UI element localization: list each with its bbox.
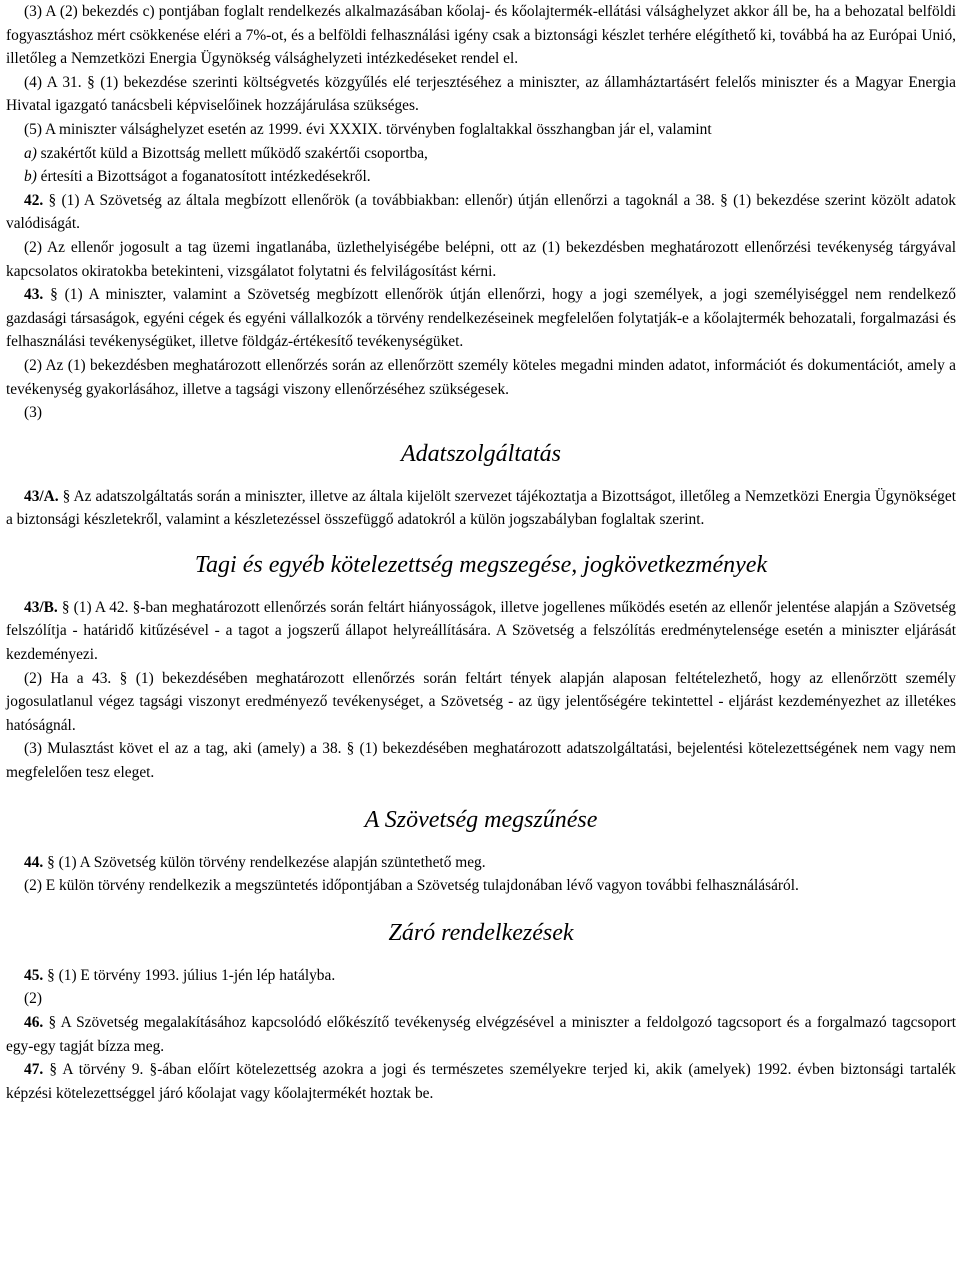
paragraph-40-4: (4) A 31. § (1) bekezdése szerinti költségvetés közgyűlés elé terjesztéséhez a miniszter, az államháztartásért felelős miniszter és a Magyar Energia Hivatal igazgató tanácsbeli képviselőinek hozzájárulása szükséges. — [6, 73, 956, 115]
paragraph-40-3: (3) A (2) bekezdés c) pontjában foglalt rendelkezés alkalmazásában kőolaj- és kőolajtermék-ellátási válsághelyzet akkor áll be, ha a behozatal belföldi fogyasztáshoz mért csökkenése eléri a 7%-ot, és a belföldi felhasználási igény csak a biztonsági készlet terhére elégíthető ki, továbbá ha az Európai Unió, illetőleg a Nemzetközi Energia Ügynökség válsághelyzeti intézkedéseket rendel el. — [6, 3, 956, 68]
section-43b-1 — [6, 596, 956, 667]
section-43b-3: (3) Mulasztást követ el az a tag, aki (amely) a 38. § (1) bekezdésében meghatározott adatszolgáltatási, bejelentési kötelezettségének nem vagy nem megfelelően tesz eleget. — [6, 740, 956, 782]
section-47 — [6, 1058, 956, 1105]
section-text-46: § A Szövetség megalakításához kapcsolódó előkészítő tevékenység elvégzésével a miniszter a feldolgozó tagcsoport és a forgalmazó tagcsoport egy-egy tagját bízza meg. — [6, 1014, 956, 1055]
section-number-45: 45. — [24, 966, 44, 984]
section-text-45: § (1) E törvény 1993. július 1-jén lép hatályba. — [43, 966, 336, 984]
point-letter-b: b) — [24, 168, 37, 186]
section-text-44: § (1) A Szövetség külön törvény rendelkezése alapján szüntethető meg. — [43, 853, 486, 871]
section-43-3: (3) — [24, 404, 42, 422]
section-43a — [6, 485, 956, 532]
section-43b-2: (2) Ha a 43. § (1) bekezdésében meghatározott ellenőrzés során feltárt tények alapján alaposan feltételezhető, hogy az ellenőrzött személy jogosulatlanul végez tagsági viszonyt eredményező tevékenységet, a Szövetség - az ügy jelentőségére tekintettel - eljárást kezdeményezhet az illetékes hatóságnál. — [6, 669, 956, 734]
point-letter-a: a) — [24, 144, 37, 162]
section-46 — [6, 1011, 956, 1058]
section-text-42: § (1) A Szövetség az általa megbízott ellenőrök (a továbbiakban: ellenőr) útján ellenőrzi a tagoknál a 38. § (1) bekezdése szerint közölt adatok valódiságát. — [6, 191, 956, 233]
point-text-b: értesíti a Bizottságot a foganatosított intézkedésekről. — [36, 168, 371, 186]
section-text-43: § (1) A miniszter, valamint a Szövetség megbízott ellenőrök útján ellenőrzi, hogy a jogi személyek, a jogi személyiséggel nem rendelkező gazdasági társaságok, egyéni cégek és egyéni vállalkozók a törvény rendelkezéseinek megfelelően folytatják-e a kőolajtermék behozatali, forgalmazási és felhasználási tevékenységüket, illetve földgáz-értékesítő tevékenységüket. — [6, 286, 956, 351]
section-43-1 — [6, 283, 956, 354]
section-43-2: (2) Az (1) bekezdésben meghatározott ellenőrzés során az ellenőrzött személy köteles megadni minden adatot, információt és dokumentációt, amely a tevékenység gyakorlásához, illetve a tagsági viszony ellenőrzéséhez szükségesek. — [6, 356, 956, 398]
section-number-46: 46. — [24, 1014, 44, 1031]
section-45-2: (2) — [24, 990, 42, 1008]
section-text-47: § A törvény 9. §-ában előírt kötelezettség azokra a jogi és természetes személyekre terjed ki, akik (amelyek) 1992. évben biztonsági tartalék képzési kötelezettséggel járó kőolajat vagy kőolajtermékét hoztak be. — [6, 1061, 956, 1102]
section-42-2: (2) Az ellenőr jogosult a tag üzemi ingatlanába, üzlethelyiségébe belépni, ott az (1) bekezdésben meghatározott ellenőrzési tevékenység tárgyával kapcsolatos okiratokba betekinteni, vizsgálatot folytatni és felvilágosítást kérni. — [6, 238, 956, 280]
paragraph-40-5: (5) A miniszter válsághelyzet esetén az 1999. évi XXXIX. törvényben foglaltakkal összhangban jár el, valamint — [24, 120, 712, 138]
section-44-1 — [6, 851, 956, 875]
section-number-43: 43. — [24, 286, 44, 304]
heading-adatszolgaltatas: Adatszolgáltatás — [400, 440, 562, 467]
point-text-a: szakértőt küld a Bizottság mellett működő szakértői csoportba, — [36, 144, 428, 162]
paragraph-40-5-a — [6, 142, 956, 166]
section-text-43b: § (1) A 42. §-ban meghatározott ellenőrzés során feltárt hiányosságok, illetve jogellenes működés esetén az ellenőr jelentése alapján a Szövetség felszólítja - határidő kitűzésével - a tagot a jogszerű állapot helyreállítására. A Szövetség a felszólítás eredménytelensége esetén a miniszter eljárását kezdeményezi. — [6, 598, 956, 664]
section-text-43a: § Az adatszolgáltatás során a miniszter, illetve az általa kijelölt szervezet tájékoztatja a Bizottságot, illetőleg a Nemzetközi Energia Ügynökséget a biztonsági készletekről, valamint a készletezéssel összefüggő adatokról a külön jogszabályban foglaltak szerint. — [6, 487, 956, 529]
section-number-43a: 43/A. — [24, 487, 59, 505]
section-number-44: 44. — [24, 853, 44, 871]
paragraph-40-5-b — [6, 165, 956, 189]
section-number-47: 47. — [24, 1061, 44, 1079]
section-number-42: 42. — [24, 191, 44, 209]
heading-zaro-rendelkezesek: Záró rendelkezések — [388, 919, 574, 946]
section-42-1 — [6, 189, 956, 236]
section-44-2: (2) E külön törvény rendelkezik a megszüntetés időpontjában a Szövetség tulajdonában lévő vagyon további felhasználásáról. — [24, 877, 799, 895]
section-45-1 — [6, 964, 956, 988]
heading-tagi-kotelezettseg: Tagi és egyéb kötelezettség megszegése, jogkövetkezmények — [194, 551, 768, 578]
heading-szovetseg-megszunese: A Szövetség megszűnése — [364, 806, 598, 833]
section-number-43b: 43/B. — [24, 598, 58, 616]
